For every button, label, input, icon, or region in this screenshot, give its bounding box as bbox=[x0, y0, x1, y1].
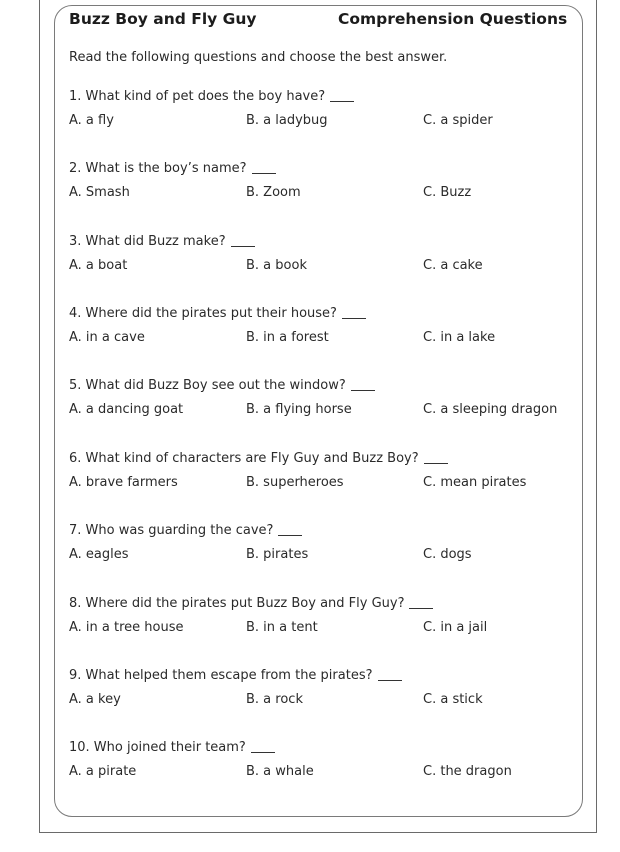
option-a[interactable]: A. eagles bbox=[69, 547, 129, 562]
option-c[interactable]: C. a stick bbox=[423, 692, 483, 707]
option-b[interactable]: B. superheroes bbox=[246, 475, 344, 490]
option-a[interactable]: A. in a cave bbox=[69, 330, 145, 345]
option-a[interactable]: A. a fly bbox=[69, 113, 114, 128]
option-c[interactable]: C. mean pirates bbox=[423, 475, 527, 490]
option-b[interactable]: B. a book bbox=[246, 258, 307, 273]
answer-blank[interactable] bbox=[251, 752, 275, 753]
answer-blank[interactable] bbox=[342, 318, 366, 319]
answer-blank[interactable] bbox=[252, 173, 276, 174]
question-text: 7. Who was guarding the cave? bbox=[69, 523, 274, 538]
question-text: 10. Who joined their team? bbox=[69, 740, 246, 755]
question-7 bbox=[69, 523, 579, 563]
question-4 bbox=[69, 306, 579, 346]
instructions: Read the following questions and choose the best answer. bbox=[69, 50, 448, 65]
question-8 bbox=[69, 596, 579, 636]
option-c[interactable]: C. dogs bbox=[423, 547, 472, 562]
option-b[interactable]: B. in a forest bbox=[246, 330, 329, 345]
option-c[interactable]: C. a sleeping dragon bbox=[423, 402, 558, 417]
question-text: 3. What did Buzz make? bbox=[69, 234, 226, 249]
option-c[interactable]: C. the dragon bbox=[423, 764, 512, 779]
option-c[interactable]: C. a cake bbox=[423, 258, 483, 273]
question-text: 9. What helped them escape from the pirates? bbox=[69, 668, 373, 683]
option-b[interactable]: B. a flying horse bbox=[246, 402, 352, 417]
answer-blank[interactable] bbox=[378, 680, 402, 681]
option-c[interactable]: C. Buzz bbox=[423, 185, 472, 200]
option-a[interactable]: A. a dancing goat bbox=[69, 402, 184, 417]
option-a[interactable]: A. a pirate bbox=[69, 764, 137, 779]
option-b[interactable]: B. pirates bbox=[246, 547, 309, 562]
question-text: 4. Where did the pirates put their house? bbox=[69, 306, 337, 321]
option-b[interactable]: B. a ladybug bbox=[246, 113, 328, 128]
question-text: 2. What is the boy’s name? bbox=[69, 161, 247, 176]
answer-blank[interactable] bbox=[409, 608, 433, 609]
option-b[interactable]: B. a whale bbox=[246, 764, 314, 779]
question-text: 8. Where did the pirates put Buzz Boy and Fly Guy? bbox=[69, 596, 405, 611]
option-a[interactable]: A. brave farmers bbox=[69, 475, 178, 490]
option-b[interactable]: B. in a tent bbox=[246, 620, 318, 635]
worksheet-subtitle: Comprehension Questions bbox=[338, 10, 568, 28]
option-c[interactable]: C. a spider bbox=[423, 113, 493, 128]
answer-blank[interactable] bbox=[231, 246, 255, 247]
answer-blank[interactable] bbox=[330, 101, 354, 102]
question-10 bbox=[69, 740, 579, 780]
question-6 bbox=[69, 451, 579, 491]
answer-blank[interactable] bbox=[424, 463, 448, 464]
worksheet-title: Buzz Boy and Fly Guy bbox=[69, 10, 257, 28]
answer-blank[interactable] bbox=[278, 535, 302, 536]
option-a[interactable]: A. in a tree house bbox=[69, 620, 184, 635]
answer-blank[interactable] bbox=[351, 390, 375, 391]
question-text: 1. What kind of pet does the boy have? bbox=[69, 89, 326, 104]
option-a[interactable]: A. a key bbox=[69, 692, 121, 707]
option-b[interactable]: B. a rock bbox=[246, 692, 303, 707]
question-9 bbox=[69, 668, 579, 708]
question-text: 5. What did Buzz Boy see out the window? bbox=[69, 378, 346, 393]
question-5 bbox=[69, 378, 579, 418]
option-c[interactable]: C. in a lake bbox=[423, 330, 496, 345]
question-1 bbox=[69, 89, 579, 129]
option-a[interactable]: A. a boat bbox=[69, 258, 128, 273]
question-text: 6. What kind of characters are Fly Guy and Buzz Boy? bbox=[69, 451, 419, 466]
option-c[interactable]: C. in a jail bbox=[423, 620, 488, 635]
option-b[interactable]: B. Zoom bbox=[246, 185, 301, 200]
question-3 bbox=[69, 234, 579, 274]
question-2 bbox=[69, 161, 579, 201]
option-a[interactable]: A. Smash bbox=[69, 185, 130, 200]
